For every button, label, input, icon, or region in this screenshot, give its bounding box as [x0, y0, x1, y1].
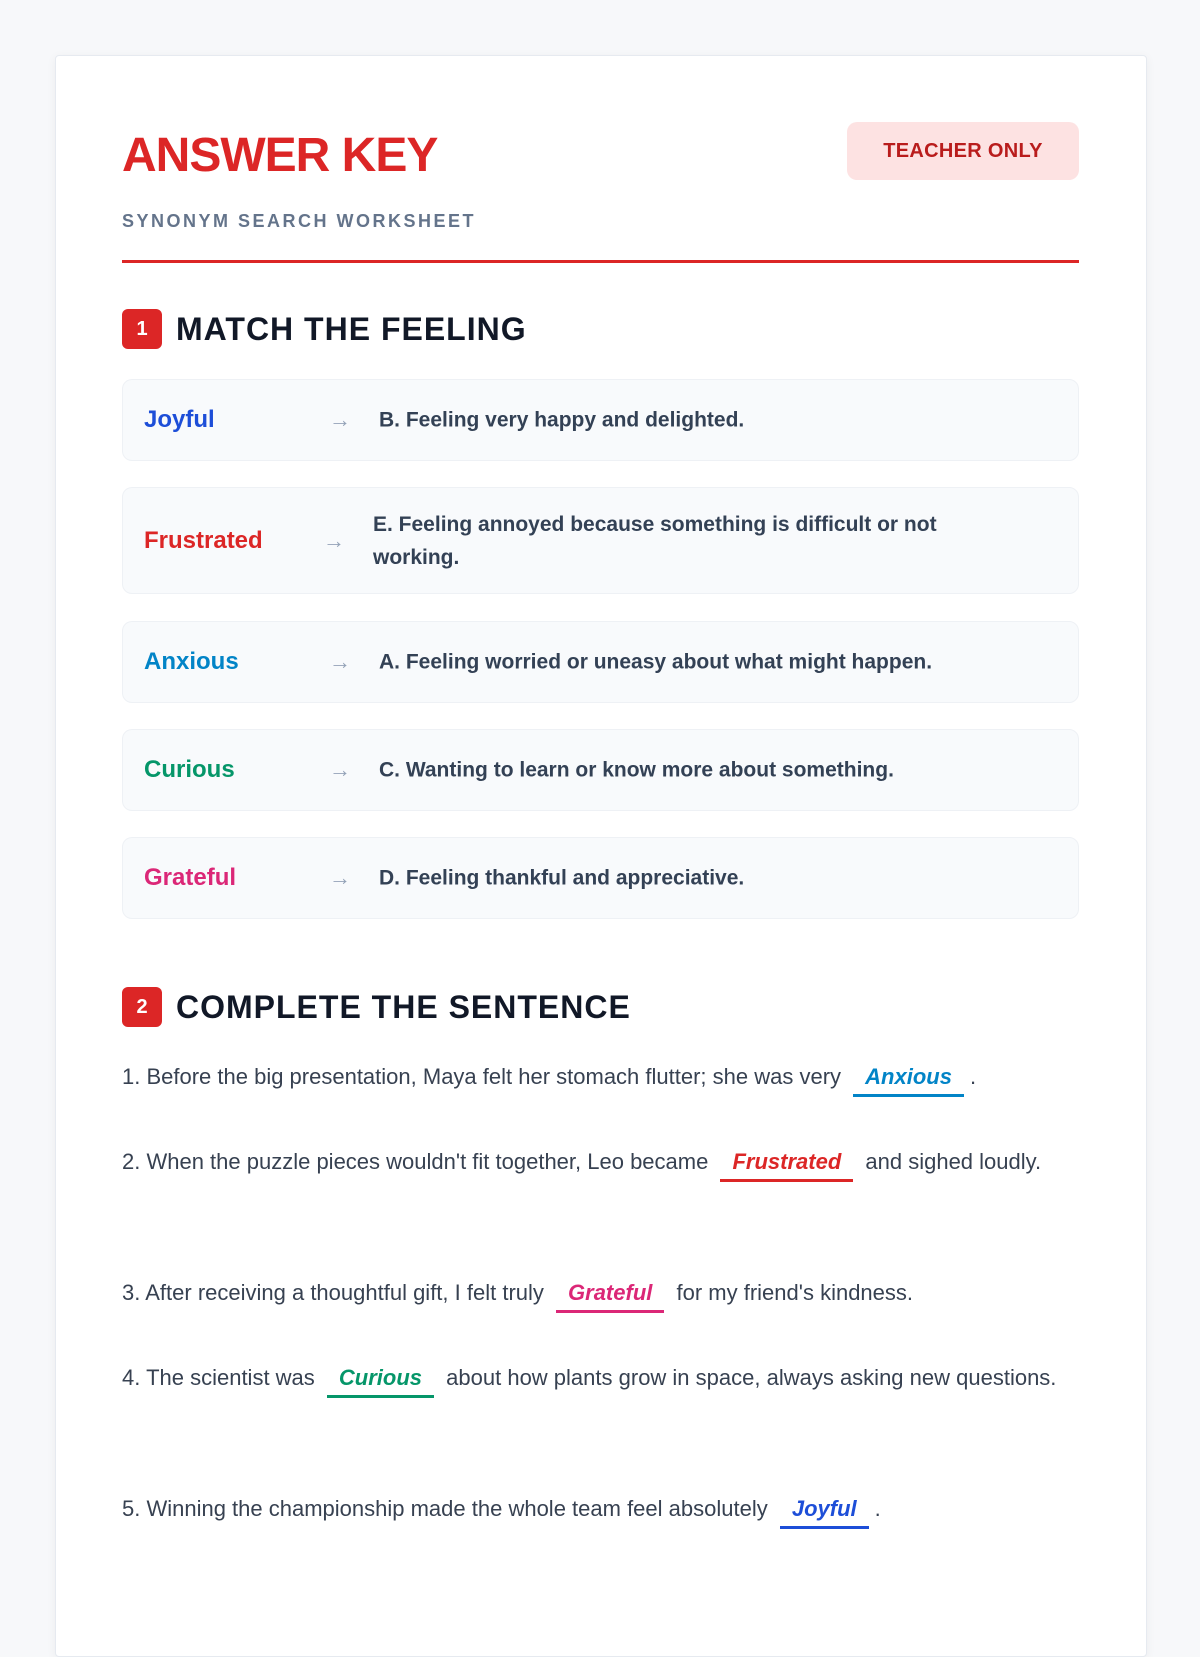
section-2-title: COMPLETE THE SENTENCE — [176, 988, 631, 1025]
sentence-text-before: 1. Before the big presentation, Maya felt her stomach flutter; she was very — [122, 1064, 842, 1089]
sentence-text-after: . — [874, 1496, 881, 1521]
arrow-right-icon: → — [329, 407, 351, 432]
answer-blank: Frustrated — [720, 1145, 853, 1182]
sentence-text-before: 3. After receiving a thoughtful gift, I felt truly — [122, 1280, 544, 1305]
section-1-title: MATCH THE FEELING — [176, 310, 527, 347]
teacher-only-badge: TEACHER ONLY — [847, 122, 1079, 180]
answer-blank: Joyful — [780, 1492, 869, 1529]
arrow-right-icon: → — [323, 527, 345, 553]
arrow-right-icon: → — [329, 865, 351, 890]
match-definition: B. Feeling very happy and delighted. — [379, 408, 745, 432]
match-word: Grateful — [144, 864, 237, 891]
match-definition: A. Feeling worried or uneasy about what might happen. — [379, 650, 933, 674]
match-row-joyful — [122, 379, 1079, 461]
section-1-heading — [122, 308, 527, 350]
match-definition: E. Feeling annoyed because something is difficult or not working. — [373, 512, 937, 569]
match-row-frustrated — [122, 487, 1079, 594]
sentence-5 — [122, 1486, 1077, 1532]
sentence-text-after: . — [969, 1064, 977, 1089]
sentence-text-before: 2. When the puzzle pieces wouldn't fit together, Leo became — [122, 1149, 709, 1174]
sentence-3 — [122, 1270, 1077, 1316]
match-row-grateful — [122, 837, 1079, 919]
arrow-right-icon: → — [329, 649, 351, 674]
section-2-number-badge: 2 — [122, 987, 162, 1027]
match-definition: D. Feeling thankful and appreciative. — [379, 866, 745, 890]
worksheet-page — [55, 55, 1147, 1657]
sentence-text-before: 4. The scientist was — [122, 1365, 315, 1390]
arrow-right-icon: → — [329, 757, 351, 782]
page-header — [122, 128, 1079, 263]
sentence-4 — [122, 1355, 1077, 1401]
match-word: Anxious — [144, 648, 239, 675]
section-2-heading — [122, 986, 631, 1028]
section-1-number-badge: 1 — [122, 309, 162, 349]
sentence-text-before: 5. Winning the championship made the whole team feel absolutely — [122, 1496, 768, 1521]
sentence-text-after: about how plants grow in space, always asking new questions. — [446, 1365, 1057, 1390]
match-definition: C. Wanting to learn or know more about something. — [379, 758, 894, 782]
sentence-2 — [122, 1139, 1077, 1185]
match-word: Curious — [144, 756, 235, 783]
sentence-1 — [122, 1054, 1077, 1100]
match-word: Joyful — [144, 406, 215, 433]
match-row-curious — [122, 729, 1079, 811]
match-row-anxious — [122, 621, 1079, 703]
page-subtitle: SYNONYM SEARCH WORKSHEET — [122, 211, 477, 231]
page-title: ANSWER KEY — [122, 129, 438, 182]
sentence-text-after: for my friend's kindness. — [676, 1280, 914, 1305]
sentence-text-after: and sighed loudly. — [865, 1149, 1042, 1174]
answer-blank: Curious — [327, 1361, 434, 1398]
match-word: Frustrated — [144, 526, 263, 554]
answer-blank: Anxious — [853, 1060, 964, 1097]
answer-blank: Grateful — [556, 1276, 664, 1313]
